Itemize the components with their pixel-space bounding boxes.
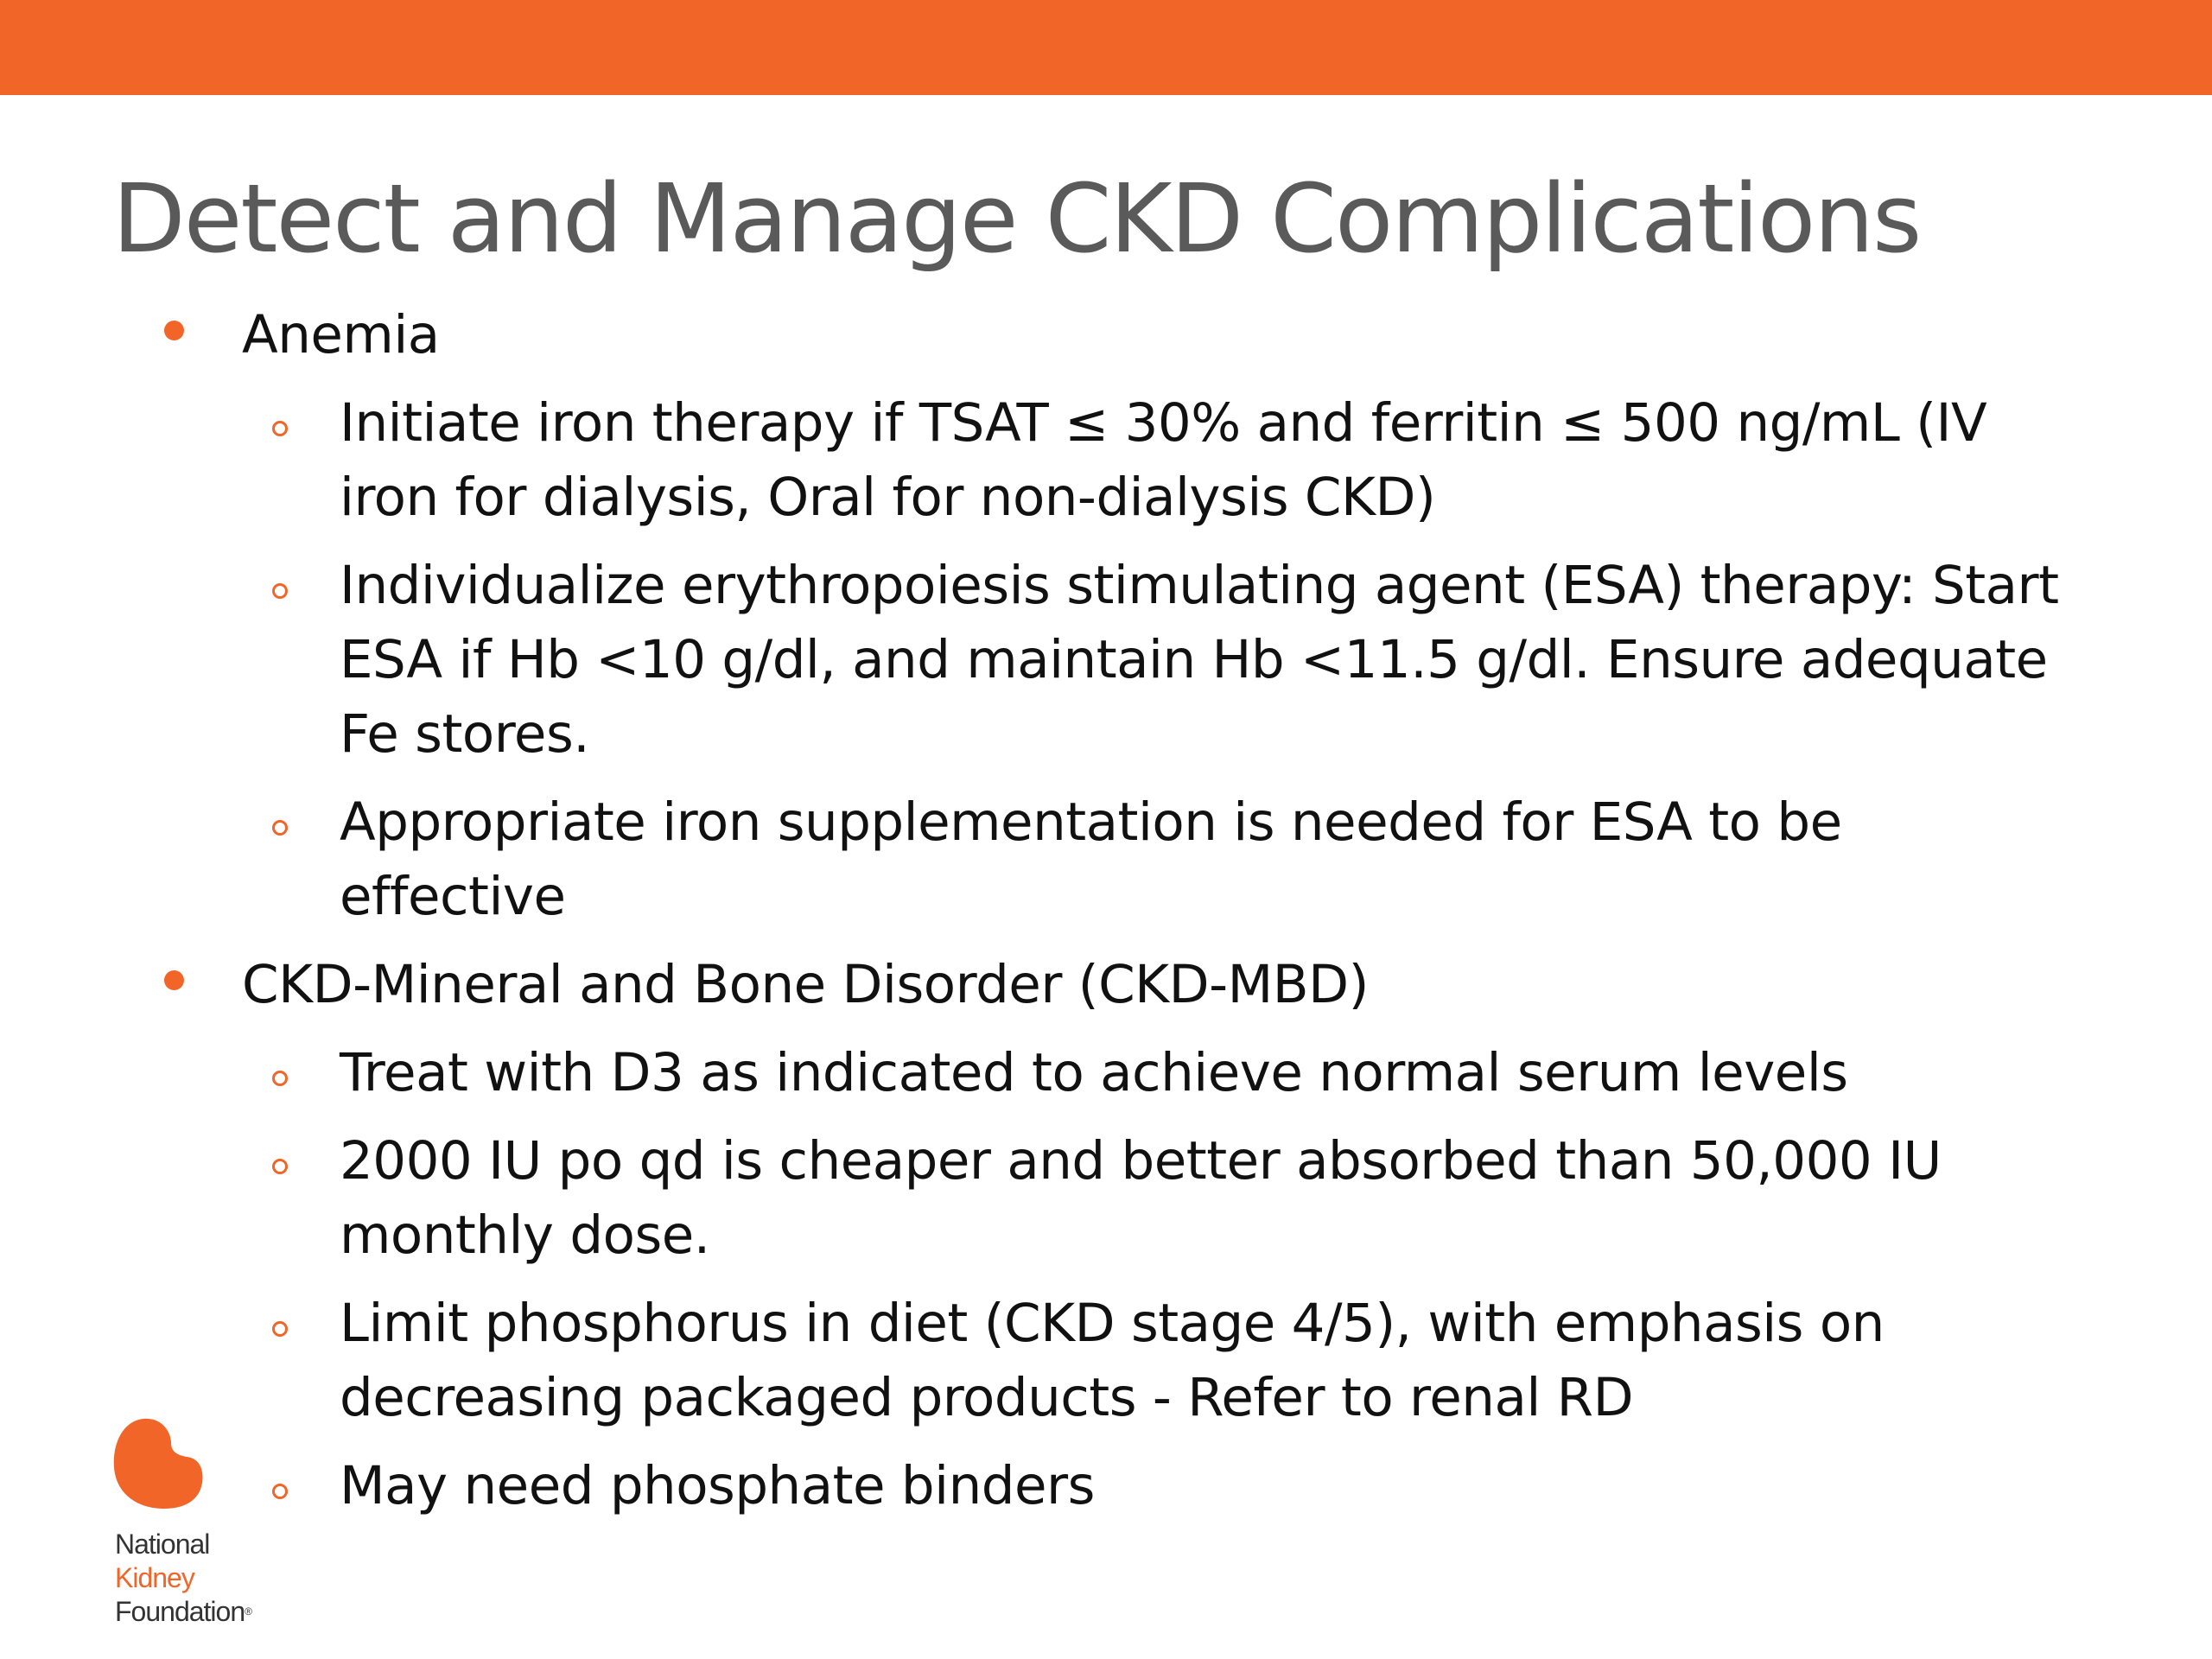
list-item bbox=[0, 1287, 2059, 1435]
logo-wordmark bbox=[115, 1528, 252, 1629]
national-kidney-foundation-logo bbox=[111, 1417, 283, 1627]
section-heading-text: Anemia bbox=[242, 304, 440, 365]
hollow-bullet-icon bbox=[272, 820, 288, 836]
logo-line-kidney: Kidney bbox=[115, 1562, 194, 1593]
logo-foundation-text: Foundation bbox=[115, 1596, 245, 1627]
list-item-text: Initiate iron therapy if TSAT ≤ 30% and ferritin ≤ 500 ng/mL (IV iron for dialysis, Oral for non-dialysis CKD) bbox=[340, 392, 1987, 528]
list-item-text: Individualize erythropoiesis stimulating agent (ESA) therapy: Start ESA if Hb <10 g/dl, and maintain Hb <11.5 g/dl. Ensure adequate Fe stores. bbox=[340, 555, 2059, 765]
list-item-text: Limit phosphorus in diet (CKD stage 4/5), with emphasis on decreasing packaged products - Refer to renal RD bbox=[340, 1293, 1885, 1428]
hollow-bullet-icon bbox=[272, 1071, 288, 1086]
kidney-icon bbox=[111, 1417, 206, 1512]
section-heading-anemia bbox=[0, 298, 2212, 372]
logo-line-national: National bbox=[115, 1529, 210, 1560]
list-item-text: May need phosphate binders bbox=[340, 1455, 1095, 1516]
slide-content bbox=[0, 298, 2212, 1523]
list-item-text: Appropriate iron supplementation is needed for ESA to be effective bbox=[340, 791, 1842, 927]
filled-bullet-icon bbox=[164, 970, 184, 990]
list-item bbox=[0, 1036, 2059, 1110]
kidney-shape bbox=[114, 1419, 203, 1509]
list-item bbox=[0, 1449, 2059, 1523]
hollow-bullet-icon bbox=[272, 1321, 288, 1337]
hollow-bullet-icon bbox=[272, 583, 288, 599]
list-item bbox=[0, 386, 2059, 535]
list-item-text: Treat with D3 as indicated to achieve normal serum levels bbox=[340, 1042, 1848, 1103]
list-item bbox=[0, 549, 2059, 772]
list-item bbox=[0, 785, 2059, 934]
registered-mark: ® bbox=[245, 1605, 252, 1618]
list-item-text: 2000 IU po qd is cheaper and better absorbed than 50,000 IU monthly dose. bbox=[340, 1130, 1942, 1266]
section-heading-ckd-mbd bbox=[0, 948, 2212, 1022]
hollow-bullet-icon bbox=[272, 1159, 288, 1174]
slide-title: Detect and Manage CKD Complications bbox=[112, 163, 1921, 274]
section-heading-text: CKD-Mineral and Bone Disorder (CKD-MBD) bbox=[242, 954, 1369, 1015]
logo-line-foundation bbox=[115, 1595, 252, 1629]
hollow-bullet-icon bbox=[272, 421, 288, 436]
header-accent-bar bbox=[0, 0, 2212, 95]
list-item bbox=[0, 1124, 2059, 1273]
filled-bullet-icon bbox=[164, 321, 184, 340]
